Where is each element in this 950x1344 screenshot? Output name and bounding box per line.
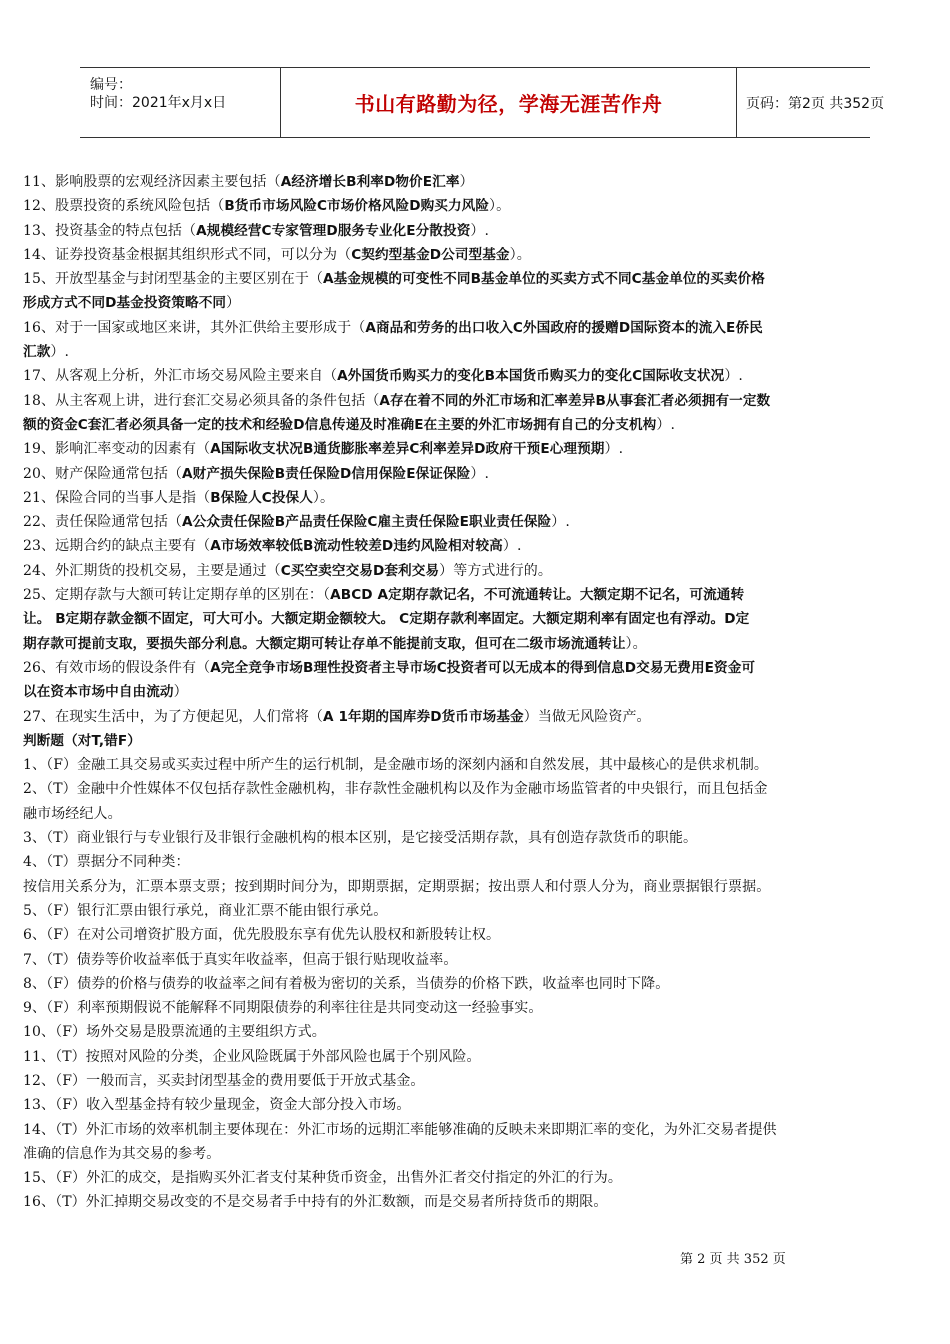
document-time-label: 时间：2021年x月x日 [90, 95, 227, 111]
line-normal-text: 10、（F）场外交易是股票流通的主要组织方式。 [23, 1024, 326, 1041]
line-normal-text: 27、在现实生活中，为了方便起见，人们常将（ [23, 708, 324, 725]
line-normal-text: 8、（F）债券的价格与债券的收益率之间有着极为密切的关系，当债券的价格下跌，收益率也同时下降。 [23, 975, 670, 992]
text-line [23, 219, 928, 243]
text-line [23, 1142, 928, 1166]
line-trailing-text: ）。 [312, 489, 335, 506]
line-answer-text: B货币市场风险C市场价格风险D购买力风险 [224, 198, 490, 215]
line-answer-text: 让。 B定期存款金额不固定，可大可小。大额定期金额较大。 C定期存款利率固定。大额定期利率有固定也有浮动。D定 [23, 611, 750, 628]
page-header [80, 67, 885, 138]
text-line [23, 1093, 928, 1117]
text-line [23, 316, 928, 340]
text-line [23, 437, 928, 461]
line-normal-text: 22、责任保险通常包括（ [23, 514, 183, 531]
text-line [23, 413, 928, 437]
line-answer-text: A 1年期的国库券D货币市场基金 [323, 708, 524, 725]
line-normal-text: 20、财产保险通常包括（ [23, 465, 183, 482]
line-trailing-text: ） [459, 174, 474, 190]
text-line [23, 1190, 928, 1214]
line-normal-text: 9、（F）利率预期假说不能解释不同期限债券的利率往往是共同变动这一经验事实。 [23, 1000, 543, 1017]
text-line [23, 486, 928, 510]
line-normal-text: 15、（F）外汇的成交，是指购买外汇者支付某种货币资金，出售外汇者交付指定的外汇的行为。 [23, 1170, 622, 1187]
text-line [23, 1045, 928, 1069]
line-normal-text: 13、投资基金的特点包括（ [23, 222, 197, 239]
line-trailing-text: ）. [724, 368, 743, 385]
line-normal-text: 15、开放型基金与封闭型基金的主要区别在于（ [23, 271, 324, 288]
line-normal-text: 16、（T）外汇掉期交易改变的不是交易者手中持有的外汇数额，而是交易者所持货币的期限。 [23, 1194, 608, 1211]
line-answer-text: A基金规模的可变性不同B基金单位的买卖方式不同C基金单位的买卖价格 [323, 271, 765, 288]
line-answer-text: 判断题（对T,错F） [23, 732, 141, 749]
line-trailing-text: ）. [50, 344, 70, 361]
line-normal-text: 14、证券投资基金根据其组织形式不同，可以分为（ [23, 246, 352, 263]
text-line [23, 899, 928, 923]
line-trailing-text: ）. [604, 441, 624, 458]
line-normal-text: 12、股票投资的系统风险包括（ [23, 198, 225, 215]
text-line [23, 194, 928, 218]
line-normal-text: 13、（F）收入型基金持有较少量现金，资金大部分投入市场。 [23, 1097, 411, 1114]
text-line [23, 1166, 928, 1190]
line-normal-text: 2、（T）金融中介性媒体不仅包括存款性金融机构，非存款性金融机构以及作为金融市场监管者的中央银行，而且包括金 [23, 781, 768, 798]
text-line [23, 1069, 928, 1093]
text-line [23, 923, 928, 947]
line-trailing-text: ）当做无风险资产。 [523, 708, 651, 725]
text-line [23, 1118, 928, 1142]
line-normal-text: 准确的信息作为其交易的参考。 [23, 1145, 221, 1162]
document-number-label: 编号： [90, 77, 132, 93]
line-normal-text: 18、从主客观上讲，进行套汇交易必须具备的条件包括（ [23, 392, 380, 409]
line-answer-text: A市场效率较低B流动性较差D违约风险相对较高 [210, 538, 503, 555]
line-answer-text: C契约型基金D公司型基金 [351, 246, 510, 263]
line-normal-text: 21、保险合同的当事人是指（ [23, 489, 211, 506]
line-trailing-text: ）. [470, 222, 490, 239]
line-normal-text: 5、（F）银行汇票由银行承兑，商业汇票不能由银行承兑。 [23, 902, 388, 919]
line-trailing-text: ）. [470, 465, 490, 482]
line-answer-text: 汇款 [23, 344, 51, 361]
text-line [23, 996, 928, 1020]
text-line [23, 607, 928, 631]
line-answer-text: A外国货币购买力的变化B本国货币购买力的变化C国际收支状况 [337, 368, 725, 385]
document-body [23, 170, 928, 1215]
text-line [23, 753, 928, 777]
text-line [23, 948, 928, 972]
line-normal-text: 4、（T）票据分不同种类： [23, 854, 190, 871]
text-line [23, 462, 928, 486]
line-trailing-text: ）。 [509, 246, 531, 263]
line-normal-text: 7、（T）债券等价收益率低于真实年收益率，但高于银行贴现收益率。 [23, 951, 458, 968]
line-normal-text: 25、定期存款与大额可转让定期存单的区别在：（ [23, 587, 331, 604]
line-answer-text: A经济增长B利率D物价E汇率 [280, 174, 460, 190]
line-trailing-text: ）. [502, 538, 522, 555]
text-line [23, 1020, 928, 1044]
text-line [23, 243, 928, 267]
text-line [23, 802, 928, 826]
text-line [23, 632, 928, 656]
line-normal-text: 14、（T）外汇市场的效率机制主要体现在：外汇市场的远期汇率能够准确的反映未来即期汇率的变化，为外汇交易者提供 [23, 1121, 777, 1138]
line-normal-text: 11、影响股票的宏观经济因素主要包括（ [23, 174, 281, 190]
text-line [23, 510, 928, 534]
line-normal-text: 17、从客观上分析，外汇市场交易风险主要来自（ [23, 368, 338, 385]
line-trailing-text: ）。 [625, 635, 647, 652]
line-trailing-text: ）等方式进行的。 [439, 562, 552, 579]
text-line [23, 389, 928, 413]
line-normal-text: 16、对于一国家或地区来讲，其外汇供给主要形成于（ [23, 319, 366, 336]
text-line [23, 583, 928, 607]
header-left-cell [80, 68, 280, 137]
line-normal-text: 24、外汇期货的投机交易，主要是通过（ [23, 562, 281, 579]
line-answer-text: 形成方式不同D基金投资策略不同 [23, 295, 227, 312]
line-answer-text: A规模经营C专家管理D服务专业化E分散投资 [196, 222, 471, 239]
line-trailing-text: ）. [656, 416, 676, 433]
text-line [23, 972, 928, 996]
line-normal-text: 3、（T）商业银行与专业银行及非银行金融机构的根本区别，是它接受活期存款，具有创造存款货币的职能。 [23, 830, 698, 847]
line-trailing-text: ）。 [489, 198, 511, 215]
header-center-cell [280, 68, 737, 137]
line-answer-text: 以在资本市场中自由流动 [23, 684, 174, 701]
text-line [23, 826, 928, 850]
text-line [23, 267, 928, 291]
text-line [23, 729, 928, 753]
text-line [23, 291, 928, 315]
text-line [23, 534, 928, 558]
text-line [23, 364, 928, 388]
line-answer-text: A存在着不同的外汇市场和汇率差异B从事套汇者必须拥有一定数 [379, 392, 771, 409]
line-normal-text: 1、（F）金融工具交易或买卖过程中所产生的运行机制，是金融市场的深刻内涵和自然发展，其中最核心的是供求机制。 [23, 757, 769, 774]
line-answer-text: A商品和劳务的出口收入C外国政府的援赠D国际资本的流入E侨民 [365, 319, 763, 336]
line-normal-text: 23、远期合约的缺点主要有（ [23, 538, 211, 555]
header-motto: 书山有路勤为径，学海无涯苦作舟 [354, 92, 663, 116]
text-line [23, 680, 928, 704]
line-answer-text: A国际收支状况B通货膨胀率差异C利率差异D政府干预E心理预期 [210, 441, 605, 458]
line-trailing-text: ） [226, 295, 241, 312]
text-line [23, 340, 928, 364]
line-normal-text: 19、影响汇率变动的因素有（ [23, 441, 211, 458]
line-answer-text: 额的资金C套汇者必须具备一定的技术和经验D信息传递及时准确E在主要的外汇市场拥有自己的分支机构 [23, 416, 657, 433]
page-footer: 第 2 页 共 352 页 [680, 1252, 786, 1267]
line-normal-text: 融市场经纪人。 [23, 805, 122, 822]
text-line [23, 850, 928, 874]
line-answer-text: A公众责任保险B产品责任保险C雇主责任保险E职业责任保险 [182, 514, 552, 531]
line-answer-text: 期存款可提前支取，要损失部分利息。大额定期可转让存单不能提前支取，但可在二级市场流通转让 [23, 635, 626, 652]
line-answer-text: B保险人C投保人 [210, 489, 313, 506]
line-answer-text: A财产损失保险B责任保险D信用保险E保证保险 [182, 465, 471, 482]
line-answer-text: A完全竞争市场B理性投资者主导市场C投资者可以无成本的得到信息D交易无费用E资金可 [210, 659, 756, 676]
text-line [23, 559, 928, 583]
line-normal-text: 11、（T）按照对风险的分类，企业风险既属于外部风险也属于个别风险。 [23, 1048, 481, 1065]
line-normal-text: 6、（F）在对公司增资扩股方面，优先股股东享有优先认股权和新股转让权。 [23, 927, 501, 944]
header-right-cell [736, 68, 885, 137]
line-answer-text: ABCD A定期存款记名，不可流通转让。大额定期不记名，可流通转 [330, 587, 745, 604]
line-normal-text: 12、（F）一般而言，买卖封闭型基金的费用要低于开放式基金。 [23, 1072, 425, 1089]
line-answer-text: C买空卖空交易D套利交易 [280, 562, 440, 579]
line-trailing-text: ）. [551, 514, 570, 531]
line-normal-text: 按信用关系分为，汇票本票支票；按到期时间分为，即期票据，定期票据；按出票人和付票人分为，商业票据银行票据。 [23, 878, 771, 895]
text-line [23, 705, 928, 729]
text-line [23, 656, 928, 680]
text-line [23, 170, 928, 194]
header-page-info: 页码：第2页 共352页 [746, 95, 885, 112]
text-line [23, 875, 928, 899]
line-trailing-text: ） [173, 684, 188, 701]
line-normal-text: 26、有效市场的假设条件有（ [23, 659, 211, 676]
text-line [23, 777, 928, 801]
